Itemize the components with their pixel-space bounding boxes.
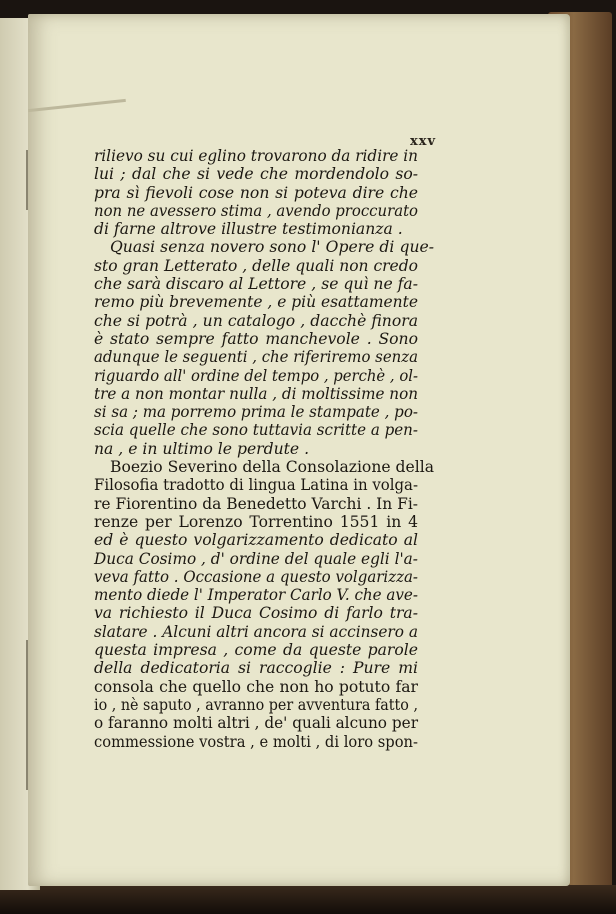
- text-line: [94, 678, 418, 696]
- line-text: tre a non montar nulla , di moltissime non: [94, 384, 418, 403]
- text-line: [94, 367, 418, 385]
- text-line: [94, 385, 418, 403]
- text-line: [94, 202, 418, 220]
- line-text: è stato sempre fatto manchevole . Sono: [94, 329, 418, 348]
- line-text: Duca Cosimo , d' ordine del quale egli l'a-: [94, 549, 418, 568]
- text-line: [94, 714, 418, 732]
- line-text: scia quelle che sono tuttavia scritte a pen-: [94, 421, 418, 440]
- text-line: [94, 348, 418, 366]
- line-text: riguardo all' ordine del tempo , perchè , ol-: [94, 366, 418, 385]
- text-line: [94, 476, 418, 494]
- text-line: [94, 550, 418, 568]
- line-text: mento diede l' Imperator Carlo V. che ave-: [94, 586, 418, 605]
- line-text: na , e in ultimo le perdute .: [94, 439, 310, 458]
- line-text: o faranno molti altri , de' quali alcuno per: [94, 714, 418, 733]
- line-text: renze per Lorenzo Torrentino 1551 in 4: [94, 512, 418, 531]
- line-text: veva fatto . Occasione a questo volgarizza-: [94, 567, 418, 586]
- text-line: [94, 147, 418, 165]
- text-line: [94, 641, 418, 659]
- text-line: [94, 513, 418, 531]
- text-line: [94, 421, 418, 439]
- text-line: [94, 184, 418, 202]
- line-text: questa impresa , come da queste parole: [94, 641, 418, 660]
- text-line: [94, 531, 418, 549]
- text-line: [94, 604, 418, 622]
- line-text: sto gran Letterato , delle quali non credo: [94, 256, 418, 275]
- line-text: pra sì fievoli cose non si poteva dire che: [94, 183, 418, 202]
- line-text: che si potrà , un catalogo , dacchè finora: [94, 311, 418, 330]
- text-line: [94, 293, 418, 311]
- text-line: [94, 495, 418, 513]
- text-line: [94, 696, 418, 714]
- line-text: remo più brevemente , e più esattamente: [94, 293, 418, 312]
- page-text: [94, 147, 434, 751]
- text-line: [94, 623, 418, 641]
- line-text: io , nè saputo , avranno per avventura fatto ,: [94, 695, 418, 714]
- text-line: [94, 238, 434, 257]
- page-fold: [28, 99, 126, 112]
- line-text: adunque le seguenti , che riferiremo senza: [94, 348, 418, 367]
- line-text: non ne avessero stima , avendo proccurato: [94, 201, 418, 220]
- text-line: [94, 458, 434, 477]
- book-cover-bottom: [0, 885, 616, 914]
- text-line: [94, 220, 418, 238]
- text-line: [94, 733, 418, 751]
- line-text: lui ; dal che si vede che mordendolo so-: [94, 165, 418, 184]
- line-text: Boezio Severino della Consolazione della: [110, 458, 434, 477]
- line-text: che sarà discaro al Lettore , se quì ne fa-: [94, 275, 418, 294]
- text-line: [94, 568, 418, 586]
- line-text: commessione vostra , e molti , di loro spon-: [94, 732, 418, 751]
- text-line: [94, 440, 418, 458]
- line-text: rilievo su cui eglino trovarono da ridire in: [94, 147, 418, 165]
- text-line: [94, 403, 418, 421]
- line-text: si sa ; ma porremo prima le stampate , po-: [94, 403, 418, 422]
- line-text: slatare . Alcuni altri ancora si accinsero a: [94, 622, 418, 641]
- text-line: [94, 330, 418, 348]
- text-line: [94, 659, 418, 677]
- line-text: ed è questo volgarizzamento dedicato al: [94, 531, 418, 550]
- line-text: di farne altrove illustre testimonianza .: [94, 220, 403, 239]
- line-text: va richiesto il Duca Cosimo di farlo tra-: [94, 604, 418, 623]
- page-number: xxv: [409, 134, 436, 149]
- text-line: [94, 165, 418, 183]
- line-text: Quasi senza novero sono l' Opere di que-: [110, 238, 434, 257]
- line-text: re Fiorentino da Benedetto Varchi . In Fi-: [94, 494, 418, 513]
- line-text: della dedicatoria si raccoglie : Pure mi: [94, 659, 418, 678]
- text-line: [94, 586, 418, 604]
- text-line: [94, 312, 418, 330]
- margin-mark: [26, 640, 28, 790]
- text-line: [94, 275, 418, 293]
- text-line: [94, 257, 418, 275]
- line-text: Filosofia tradotto di lingua Latina in volga-: [94, 476, 418, 495]
- margin-mark: [26, 150, 28, 210]
- line-text: consola che quello che non ho potuto far: [94, 677, 418, 696]
